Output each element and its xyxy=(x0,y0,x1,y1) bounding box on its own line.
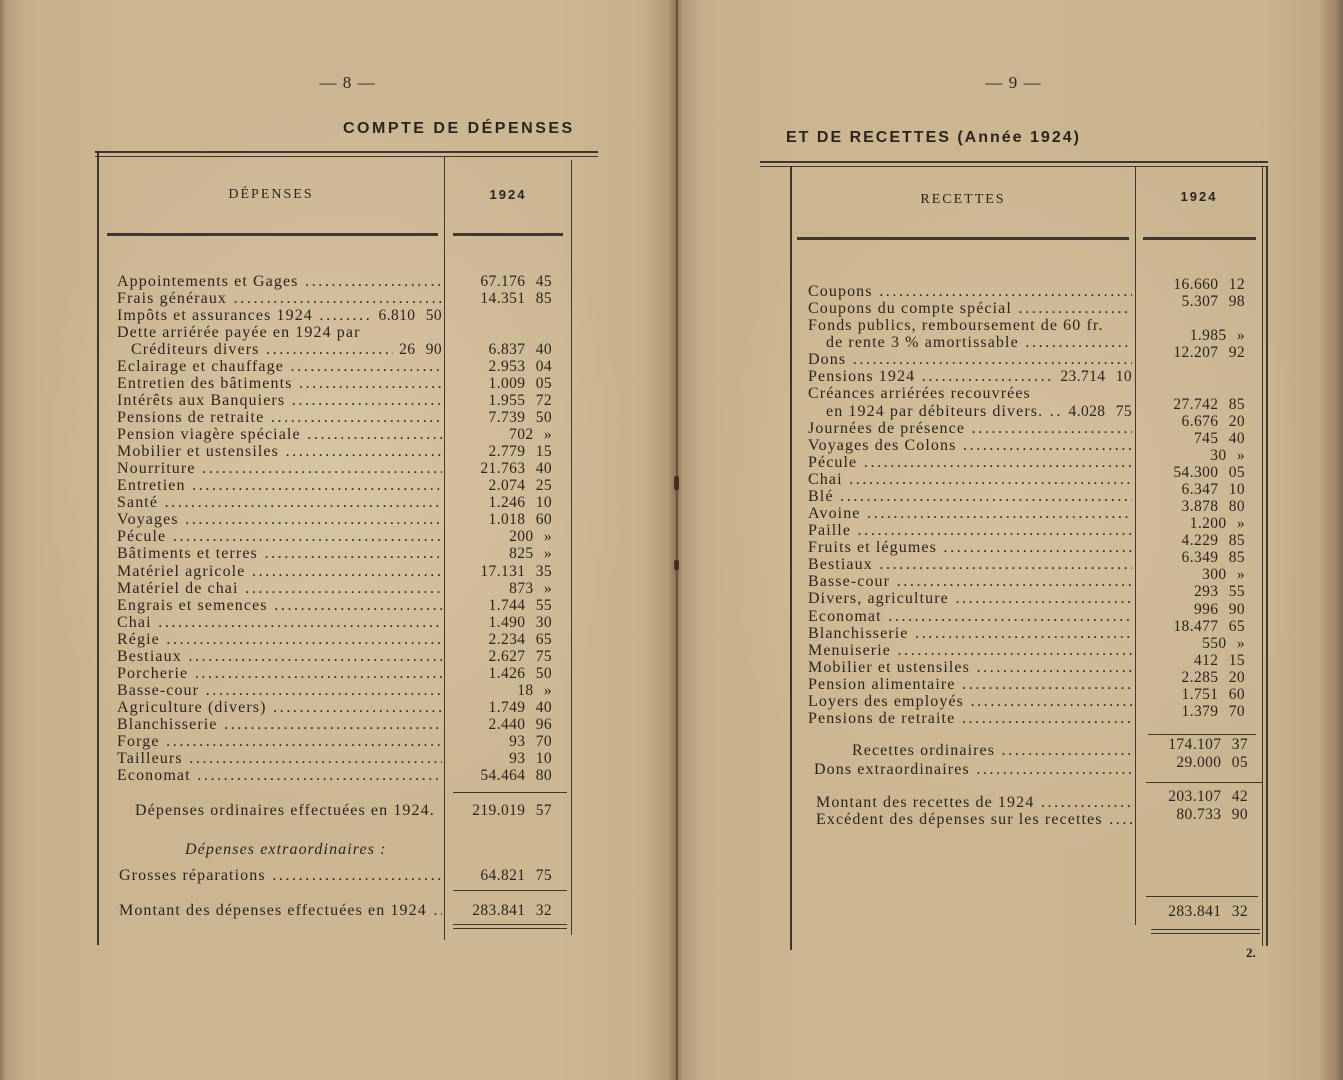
receipt-label: Journées de présence ..... xyxy=(808,420,1132,437)
expenses-column-header: DÉPENSES xyxy=(228,187,314,202)
receipt-label: de rente 3 % amortissable ..... xyxy=(826,334,1132,351)
receipt-label-cell xyxy=(808,608,1132,625)
receipt-amount: 18.477 65 xyxy=(1173,617,1245,635)
receipt-label: Dons ..... xyxy=(808,351,1132,368)
receipt-label: Blanchisserie ..... xyxy=(808,625,1132,642)
expense-amount: 1.744 55 xyxy=(488,596,552,614)
receipt-label-cell xyxy=(808,710,1132,727)
receipt-amount: 6.676 20 xyxy=(1181,412,1245,430)
receipt-label-cell xyxy=(808,437,1132,454)
receipt-amount: 2.285 20 xyxy=(1181,668,1245,686)
expenses-grand-total-amount: 283.841 32 xyxy=(472,902,552,919)
expense-label: Eclairage et chauffage ..... xyxy=(117,358,442,375)
receipt-amount: 1.985 » xyxy=(1189,327,1245,345)
receipt-amount: 54.300 05 xyxy=(1173,463,1245,481)
receipt-label: Coupons du compte spécial ..... xyxy=(808,300,1132,317)
receipt-label: Paille ..... xyxy=(808,522,1132,539)
receipt-label: Fonds publics, remboursement de 60 fr. xyxy=(808,317,1104,335)
receipt-amount: 1.379 70 xyxy=(1181,703,1245,720)
expense-amount: 1.490 30 xyxy=(488,613,552,631)
receipt-amount: 996 90 xyxy=(1193,600,1245,618)
receipt-label-cell xyxy=(808,573,1132,590)
receipt-label: Coupons ..... xyxy=(808,283,1132,300)
receipt-label: Avoine ..... xyxy=(808,505,1132,522)
expense-amount: 14.351 85 xyxy=(480,290,552,308)
receipt-amount: 6.349 85 xyxy=(1181,549,1245,567)
receipt-label-cell xyxy=(808,368,1132,385)
expense-label: Chai ..... xyxy=(117,614,442,631)
expense-amount: 2.234 65 xyxy=(488,630,552,648)
receipt-label-cell xyxy=(808,283,1132,300)
receipt-label: Pension alimentaire ..... xyxy=(808,676,1132,693)
receipts-total-label: Montant des recettes de 1924 ..... xyxy=(816,794,1132,811)
expense-amount: 2.074 25 xyxy=(488,477,552,495)
receipt-partial-amount: 23.714 10 xyxy=(1060,368,1132,386)
expense-amount: 1.246 10 xyxy=(488,494,552,512)
extraordinary-receipts-label: Dons extraordinaires ..... xyxy=(814,761,1132,778)
extraordinary-receipts-amount: 29.000 05 xyxy=(1176,754,1248,771)
receipt-label-cell xyxy=(808,522,1132,539)
receipt-amount: 745 40 xyxy=(1193,429,1245,447)
expense-label: Dette arriérée payée en 1924 par xyxy=(117,324,361,342)
receipt-label: Basse-cour ..... xyxy=(808,573,1132,590)
expense-label: Matériel agricole ..... xyxy=(117,563,442,580)
expense-amount: 200 » xyxy=(509,528,552,546)
expense-label: Agriculture (divers) ..... xyxy=(117,699,442,716)
sum-rule xyxy=(1146,896,1258,897)
expenses-ordinary-total-label: Dépenses ordinaires effectuées en 1924. xyxy=(135,802,435,819)
receipt-amount: 3.878 80 xyxy=(1181,498,1245,516)
expense-amount: 54.464 80 xyxy=(480,766,552,784)
expense-amount: 1.018 60 xyxy=(488,511,552,529)
receipt-partial-amount: 4.028 75 xyxy=(1068,402,1132,420)
expenses-grand-total-label: Montant des dépenses effectuées en 1924 ..... xyxy=(119,902,442,919)
expense-amount: 7.739 50 xyxy=(488,409,552,427)
extraordinary-heading: Dépenses extraordinaires : xyxy=(185,841,387,858)
expense-label: Santé ..... xyxy=(117,494,442,511)
receipt-amount: 30 » xyxy=(1210,446,1245,464)
expense-partial-amount: 6.810 50 xyxy=(378,307,442,325)
receipt-label-cell xyxy=(814,761,1132,778)
expense-label: Tailleurs ..... xyxy=(117,750,442,767)
receipt-amount: 16.660 12 xyxy=(1173,276,1245,293)
receipt-label-cell xyxy=(808,505,1132,522)
receipt-row xyxy=(0,368,1343,385)
receipt-label: Voyages des Colons ..... xyxy=(808,437,1132,454)
expense-label: Entretien ..... xyxy=(117,477,442,494)
expense-label: Pensions de retraite ..... xyxy=(117,409,442,426)
right-page-heading: ET DE RECETTES (Année 1924) xyxy=(786,129,1081,146)
receipts-total-amount: 203.107 42 xyxy=(1168,788,1248,805)
double-total-rule xyxy=(1151,933,1260,934)
receipt-label-cell xyxy=(808,539,1132,556)
receipt-label-cell xyxy=(808,471,1132,488)
receipt-label-cell xyxy=(808,556,1132,573)
receipt-amount: 5.307 98 xyxy=(1181,293,1245,311)
expenses-year-header: 1924 xyxy=(489,187,527,202)
receipt-amount: 6.347 10 xyxy=(1181,480,1245,498)
double-total-rule xyxy=(1151,929,1260,930)
expense-label: Nourriture ..... xyxy=(117,460,442,477)
receipt-label: Pécule ..... xyxy=(808,454,1132,471)
receipt-label-cell xyxy=(808,659,1132,676)
deficit-amount: 80.733 90 xyxy=(1176,806,1248,823)
expense-label: Bestiaux ..... xyxy=(117,648,442,665)
expense-label: Grosses réparations ..... xyxy=(119,867,442,884)
receipt-amount: 27.742 85 xyxy=(1173,395,1245,413)
receipt-label-cell xyxy=(808,351,1132,368)
deficit-label: Excédent des dépenses sur les recettes ..... xyxy=(816,811,1132,828)
expense-label: Engrais et semences ..... xyxy=(117,597,442,614)
expense-label: Frais généraux ..... xyxy=(117,290,442,307)
receipt-label: Divers, agriculture ..... xyxy=(808,590,1132,607)
receipts-column-header: RECETTES xyxy=(920,192,1006,207)
receipt-amount: 1.200 » xyxy=(1189,515,1245,533)
expense-label: Porcherie ..... xyxy=(117,665,442,682)
right-page-number: — 9 — xyxy=(985,73,1042,92)
total-label-cell xyxy=(852,742,1132,759)
expense-amount: 2.440 96 xyxy=(488,715,552,733)
receipt-label: en 1924 par débiteurs divers. ..... xyxy=(826,403,1063,420)
receipt-label-cell xyxy=(808,642,1132,659)
expense-amount: 67.176 45 xyxy=(480,273,552,290)
expense-label: Bâtiments et terres ..... xyxy=(117,545,442,562)
expense-amount: 21.763 40 xyxy=(480,460,552,478)
receipt-amount: 293 55 xyxy=(1193,583,1245,601)
expense-label: Impôts et assurances 1924 ..... xyxy=(117,307,373,324)
expense-label: Pécule ..... xyxy=(117,528,442,545)
receipts-ordinary-total-amount: 174.107 37 xyxy=(1168,736,1248,753)
expense-amount: 2.779 15 xyxy=(488,443,552,461)
receipt-label-cell xyxy=(808,676,1132,693)
expense-label: Matériel de chai ..... xyxy=(117,580,442,597)
receipt-label: Pensions 1924 ..... xyxy=(808,368,1054,385)
expense-label: Pension viagère spéciale ..... xyxy=(117,426,442,443)
receipt-label-cell xyxy=(808,625,1132,642)
receipt-label-cell xyxy=(808,317,1132,334)
receipt-label: Economat ..... xyxy=(808,608,1132,625)
total-label-cell xyxy=(816,794,1132,811)
expense-label: Mobilier et ustensiles ..... xyxy=(117,443,442,460)
signature-mark: 2. xyxy=(1246,945,1256,960)
expense-amount: 64.821 75 xyxy=(480,867,552,884)
expense-amount: 1.955 72 xyxy=(488,392,552,410)
expense-amount: 1.009 05 xyxy=(488,375,552,393)
receipt-label: Pensions de retraite ..... xyxy=(808,710,1132,727)
receipt-label-cell xyxy=(808,590,1132,607)
receipts-grand-total-row xyxy=(0,903,1343,920)
expense-amount: 18 » xyxy=(517,681,552,699)
receipt-label: Mobilier et ustensiles ..... xyxy=(808,659,1132,676)
receipt-label: Chai ..... xyxy=(808,471,1132,488)
receipt-amount: 1.751 60 xyxy=(1181,685,1245,703)
expense-amount: 6.837 40 xyxy=(488,341,552,359)
receipt-amount: 300 » xyxy=(1202,566,1245,584)
receipt-amount: 12.207 92 xyxy=(1173,344,1245,362)
expense-partial-amount: 26 90 xyxy=(399,341,442,359)
receipt-label: Créances arriérées recouvrées xyxy=(808,385,1031,403)
expense-label: Economat ..... xyxy=(117,767,442,784)
sum-rule xyxy=(1148,734,1256,735)
expense-label: Basse-cour ..... xyxy=(117,682,442,699)
expense-label: Forge ..... xyxy=(117,733,442,750)
expense-label: Régie ..... xyxy=(117,631,442,648)
expense-amount: 93 10 xyxy=(509,749,552,767)
receipts-year-header: 1924 xyxy=(1180,189,1218,204)
receipt-amount: 4.229 85 xyxy=(1181,532,1245,550)
receipt-amount: 550 » xyxy=(1202,634,1245,652)
expense-amount: 1.426 50 xyxy=(488,664,552,682)
expense-label: Entretien des bâtiments ..... xyxy=(117,375,442,392)
receipt-label: Blé ..... xyxy=(808,488,1132,505)
receipt-label: Menuiserie ..... xyxy=(808,642,1132,659)
receipt-label-cell xyxy=(808,385,1132,402)
receipt-label-cell xyxy=(808,300,1132,317)
expenses-ordinary-total-amount: 219.019 57 xyxy=(472,802,552,819)
total-label-cell xyxy=(816,811,1132,828)
expense-label: Blanchisserie ..... xyxy=(117,716,442,733)
receipts-ordinary-total-label: Recettes ordinaires ..... xyxy=(852,742,1132,759)
expense-label: Appointements et Gages ..... xyxy=(117,273,442,290)
expense-amount: 93 70 xyxy=(509,732,552,750)
receipt-label: Loyers des employés ..... xyxy=(808,693,1132,710)
expense-label: Créditeurs divers ..... xyxy=(131,341,393,358)
expense-amount: 1.749 40 xyxy=(488,698,552,716)
expense-label: Intérêts aux Banquiers ..... xyxy=(117,392,442,409)
left-page-number: — 8 — xyxy=(319,73,376,92)
expense-amount: 2.627 75 xyxy=(488,647,552,665)
receipt-label-cell xyxy=(808,693,1132,710)
expense-amount: 702 » xyxy=(509,426,552,444)
receipt-label: Fruits et légumes ..... xyxy=(808,539,1132,556)
expense-amount: 825 » xyxy=(509,545,552,563)
receipt-label-cell xyxy=(826,403,1132,420)
receipt-label-cell xyxy=(808,420,1132,437)
receipt-label-cell xyxy=(808,488,1132,505)
expense-amount: 873 » xyxy=(509,579,552,597)
receipt-label-cell xyxy=(826,334,1132,351)
receipt-label: Bestiaux ..... xyxy=(808,556,1132,573)
expense-amount: 17.131 35 xyxy=(480,562,552,580)
expense-label: Voyages ..... xyxy=(117,511,442,528)
left-page-heading: COMPTE DE DÉPENSES xyxy=(343,120,575,137)
receipt-amount: 412 15 xyxy=(1193,651,1245,669)
receipts-grand-total-amount: 283.841 32 xyxy=(1168,903,1248,920)
expense-amount: 2.953 04 xyxy=(488,358,552,376)
sum-rule xyxy=(1146,782,1262,783)
receipt-label-cell xyxy=(808,454,1132,471)
